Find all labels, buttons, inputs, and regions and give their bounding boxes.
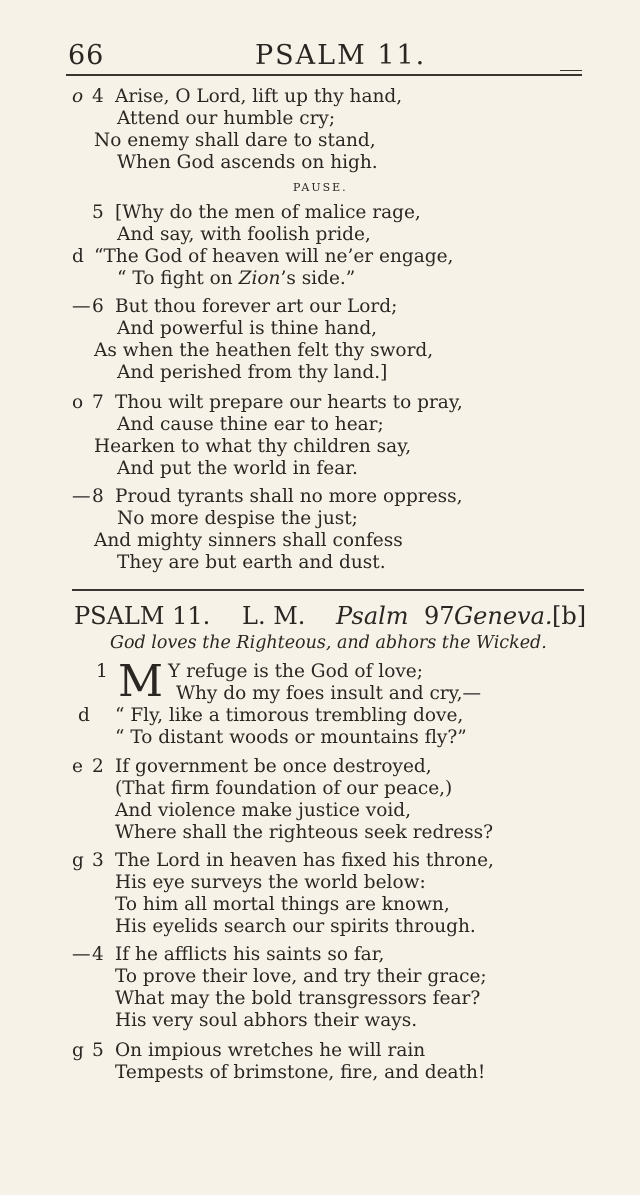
verse-line: To him all mortal things are known, xyxy=(115,894,450,915)
verse-line: Attend our humble cry; xyxy=(117,108,336,129)
verse-line: Hearken to what thy children say, xyxy=(94,436,412,457)
meter-label: L. M. xyxy=(242,602,306,630)
verse-line: What may the bold transgressors fear? xyxy=(115,988,481,1009)
verse-number: 6 xyxy=(92,296,104,317)
verse-line: Y refuge is the God of love; xyxy=(168,661,423,682)
verse-line: Proud tyrants shall no more oppress, xyxy=(115,486,463,507)
verse-line: And cause thine ear to hear; xyxy=(117,414,384,435)
verse-number: 8 xyxy=(92,486,104,507)
verse-line: And say, with foolish pride, xyxy=(117,224,371,245)
verse-line: And powerful is thine hand, xyxy=(117,318,378,339)
verse-number: 5 xyxy=(92,202,104,223)
verse-line: His very soul abhors their ways. xyxy=(115,1010,418,1031)
verse-line: And violence make justice void, xyxy=(115,800,411,821)
tune-number: 97. xyxy=(424,602,463,630)
verse-line: If government be once destroyed, xyxy=(115,756,432,777)
pause-label: PAUSE. xyxy=(293,181,348,194)
key-bracket: [b] xyxy=(552,602,587,630)
stanza-4 xyxy=(72,86,592,174)
verse-line: His eye surveys the world below: xyxy=(115,872,426,893)
stanza-3 xyxy=(72,850,592,938)
dynamic-mark: d xyxy=(72,246,84,267)
page-number: 66 xyxy=(68,40,105,71)
stanza-5 xyxy=(72,202,592,290)
verse-line: And perished from thy land.] xyxy=(117,362,388,383)
verse-line: The Lord in heaven has fixed his throne, xyxy=(115,850,494,871)
section-rule xyxy=(72,589,584,591)
verse-line: “ To distant woods or mountains fly?” xyxy=(115,727,467,748)
dynamic-mark: g xyxy=(72,1040,84,1061)
dynamic-mark: g xyxy=(72,850,84,871)
verse-line: Why do my foes insult and cry,— xyxy=(176,683,482,704)
verse-line: [Why do the men of malice rage, xyxy=(115,202,421,223)
psalm-subtitle: God loves the Righteous, and abhors the Wicked. xyxy=(110,633,547,653)
stanza-7 xyxy=(72,392,592,480)
verse-number: 1 xyxy=(96,661,108,682)
running-title: PSALM 11. xyxy=(255,40,427,71)
dynamic-mark: o xyxy=(72,86,84,107)
dynamic-mark: e xyxy=(72,756,83,777)
verse-line: And mighty sinners shall confess xyxy=(94,530,403,551)
verse-number: 4 xyxy=(92,944,104,965)
verse-line: On impious wretches he will rain xyxy=(115,1040,426,1061)
header-rule xyxy=(66,74,582,76)
verse-line: “ Fly, like a timorous trembling dove, xyxy=(115,705,464,726)
verse-line: “ To fight on Zion’s side.” xyxy=(117,268,356,289)
verse-line: No enemy shall dare to stand, xyxy=(94,130,376,151)
verse-line: As when the heathen felt thy sword, xyxy=(94,340,434,361)
tune-name: Geneva. xyxy=(454,602,553,630)
verse-line: To prove their love, and try their grace; xyxy=(115,966,487,987)
italic-name: Zion xyxy=(238,268,281,289)
stanza-2 xyxy=(72,756,592,844)
stanza-1 xyxy=(72,656,592,749)
verse-line: Where shall the righteous seek redress? xyxy=(115,822,494,843)
dynamic-mark: — xyxy=(72,296,91,317)
verse-number: 5 xyxy=(92,1040,104,1061)
stanza-5b xyxy=(72,1040,592,1084)
verse-line: Arise, O Lord, lift up thy hand, xyxy=(115,86,403,107)
verse-number: 7 xyxy=(92,392,104,413)
verse-line: They are but earth and dust. xyxy=(117,552,386,573)
verse-line: But thou forever art our Lord; xyxy=(115,296,398,317)
drop-cap: M xyxy=(118,656,164,707)
dynamic-mark: — xyxy=(72,486,91,507)
tune-label: Psalm xyxy=(336,602,409,630)
verse-line: If he afflicts his saints so far, xyxy=(115,944,385,965)
verse-line: Thou wilt prepare our hearts to pray, xyxy=(115,392,463,413)
verse-line: His eyelids search our spirits through. xyxy=(115,916,476,937)
dynamic-mark: — xyxy=(72,944,91,965)
psalm-name: PSALM 11. xyxy=(74,602,211,630)
dynamic-mark: o xyxy=(72,392,84,413)
verse-number: 4 xyxy=(92,86,104,107)
stanza-8 xyxy=(72,486,592,574)
stanza-4b xyxy=(72,944,592,1032)
verse-line: (That firm foundation of our peace,) xyxy=(115,778,453,799)
verse-line: “The God of heaven will ne’er engage, xyxy=(94,246,454,267)
verse-line: No more despise the just; xyxy=(117,508,358,529)
stanza-6 xyxy=(72,296,592,384)
verse-number: 2 xyxy=(92,756,104,777)
dynamic-mark: d xyxy=(78,705,90,726)
verse-number: 3 xyxy=(92,850,104,871)
header-rule-accent xyxy=(560,70,582,71)
verse-line: When God ascends on high. xyxy=(117,152,378,173)
verse-line: And put the world in fear. xyxy=(117,458,358,479)
verse-line: Tempests of brimstone, fire, and death! xyxy=(115,1062,486,1083)
